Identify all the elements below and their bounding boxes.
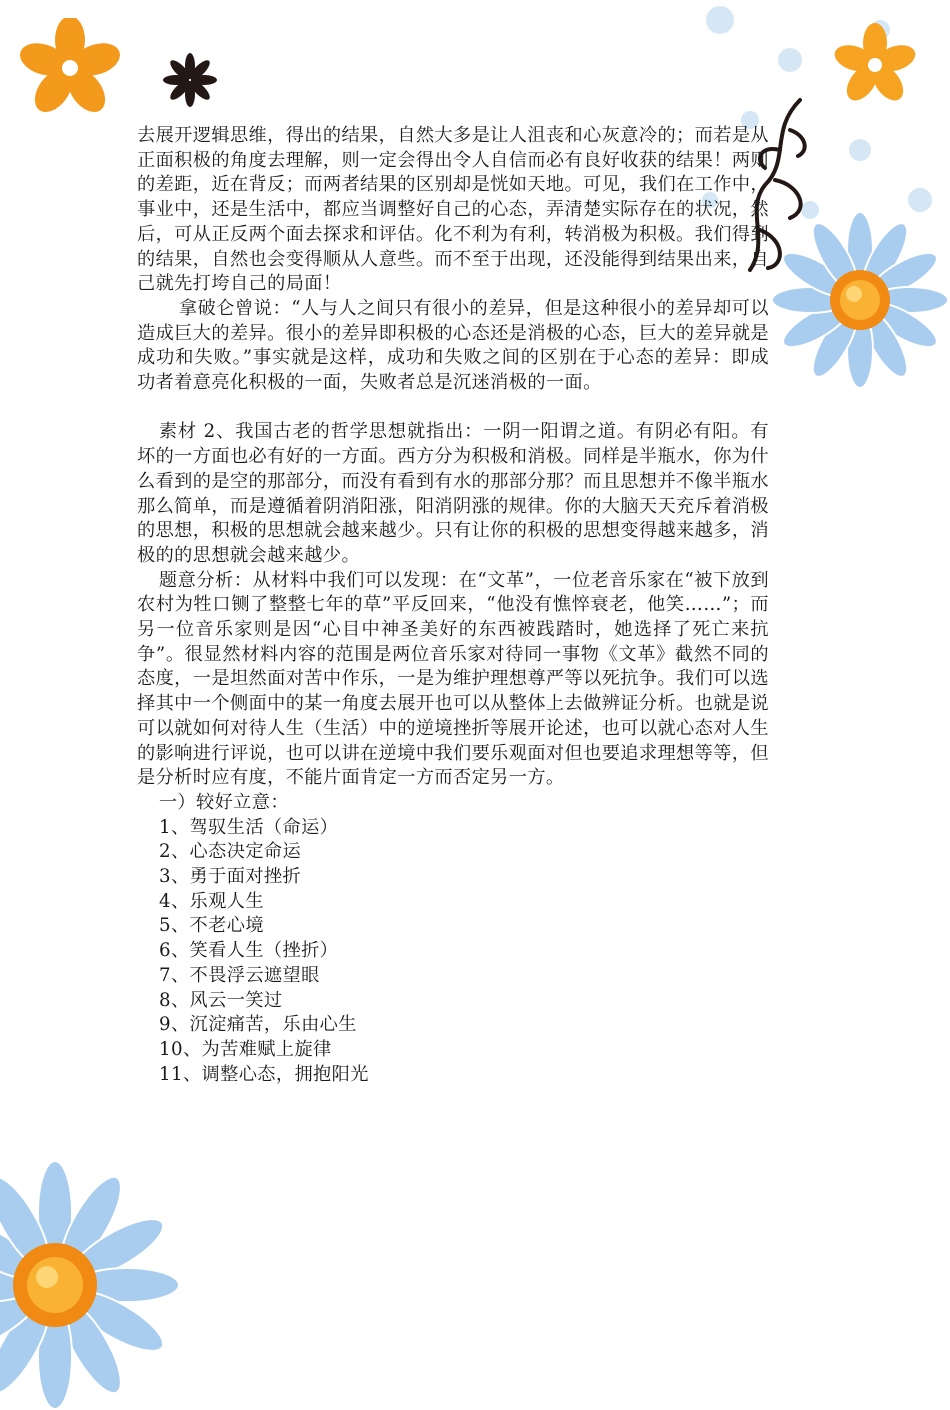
section-heading: 一）较好立意：: [158, 791, 289, 813]
list-item: 4、乐观人生: [159, 890, 264, 912]
list-item: 2、心态决定命运: [159, 841, 302, 863]
orange-flower-icon: [15, 18, 125, 118]
daisy-right-icon: [770, 210, 950, 390]
document-body: [137, 124, 769, 1087]
list-item: 7、不畏浮云遮望眼: [159, 964, 320, 986]
list-item: 6、笑看人生（挫折）: [159, 940, 339, 962]
list-item: 9、沉淀痛苦，乐由心生: [159, 1014, 357, 1036]
list-item: 5、不老心境: [159, 915, 264, 937]
list-item: 3、勇于面对挫折: [159, 866, 302, 888]
daisy-bottom-left-icon: [0, 1160, 180, 1410]
list-item: 1、驾驭生活（命运）: [159, 816, 339, 838]
topic-list: [137, 816, 769, 1088]
paragraph-material-2: 素材 2、我国古老的哲学思想就指出：一阴一阳谓之道。有阴必有阳。有坏的一方面也必有好的一方面。西方分为积极和消极。同样是半瓶水，你为什么看到的是空的那部分，而没有看到有水的那部分那？而且思想并不像半瓶水那么简单，而是遵循着阴消阳涨，阳消阴涨的规律。你的大脑天天充斥着消极的思想，积极的思想就会越来越少。只有让你的积极的思想变得越来越多，消极的的思想就会越来越少。: [137, 421, 769, 566]
paragraph-1: 去展开逻辑思维，得出的结果，自然大多是让人沮丧和心灰意冷的；而若是从正面积极的角度去理解，则一定会得出令人自信而必有良好收获的结果！两则的差距，近在背反；而两者结果的区别却是恍如天地。可见，我们在工作中，事业中，还是生活中，都应当调整好自己的心态，弄清楚实际存在的状况，然后，可从正反两个面去探求和评估。化不利为有利，转消极为积极。我们得到的结果，自然也会变得顺从人意些。而不至于出现，还没能得到结果出来，自己就先打垮自己的局面！: [137, 125, 769, 295]
spacer: [137, 396, 769, 421]
orange-flower-top-right-icon: [830, 20, 920, 110]
list-item: 8、风云一笑过: [159, 989, 283, 1011]
paragraph-napoleon: 拿破仑曾说：“人与人之间只有很小的差异，但是这种很小的差异却可以造成巨大的差异。很小的差异即积极的心态还是消极的心态，巨大的差异就是成功和失败。”事实就是这样，成功和失败之间的区别在于心态的差异：即成功者着意亮化积极的一面，失败者总是沉迷消极的一面。: [137, 297, 769, 394]
paragraph-analysis: 题意分析：从材料中我们可以发现：在“文革”，一位老音乐家在“被下放到农村为牲口铡了整整七年的草”平反回来，“他没有憔悴衰老，他笑……”；而另一位音乐家则是因“心目中神圣美好的东西被践踏时，她选择了死亡来抗争”。很显然材料内容的范围是两位音乐家对待同一事物《文革》截然不同的态度，一是坦然面对苦中作乐，一是为维护理想尊严等以死抗争。我们可以选择其中一个侧面中的某一角度去展开也可以从整体上去做辨证分析。也就是说可以就如何对待人生（生活）中的逆境挫折等展开论述，也可以就心态对人生的影响进行评说，也可以讲在逆境中我们要乐观面对但也要追求理想等等，但是分析时应有度，不能片面肯定一方而否定另一方。: [137, 569, 769, 789]
list-item: 10、为苦难赋上旋律: [159, 1039, 332, 1060]
black-flower-icon: [160, 50, 220, 110]
list-item: 11、调整心态，拥抱阳光: [159, 1063, 369, 1085]
